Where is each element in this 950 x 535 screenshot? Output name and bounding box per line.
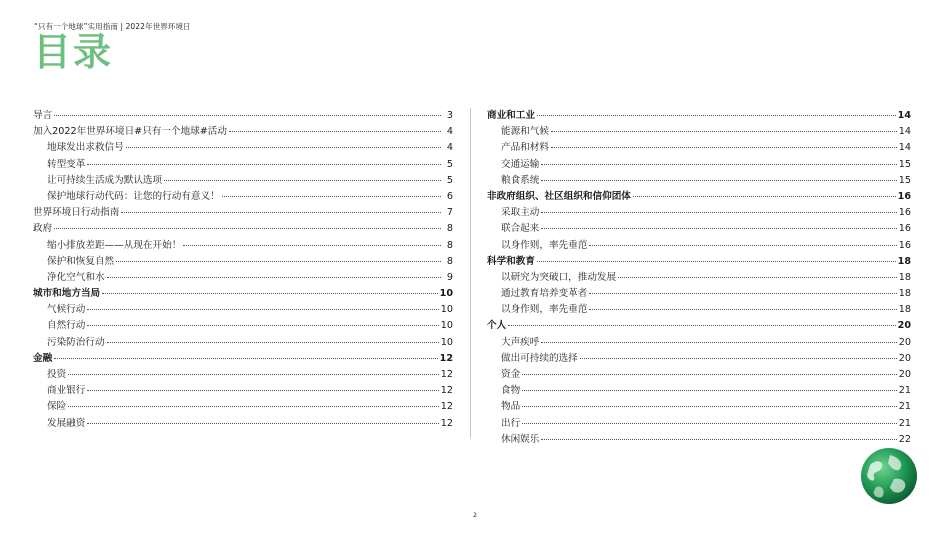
toc-entry[interactable] [487, 221, 911, 237]
toc-entry[interactable] [487, 173, 911, 189]
toc-left-column [33, 108, 453, 432]
toc-entry-page: 10 [440, 304, 453, 316]
toc-entry-title: 大声疾呼 [501, 336, 540, 348]
toc-entry-page: 14 [898, 142, 911, 154]
toc-entry-title: 食物 [501, 385, 521, 397]
column-divider [470, 108, 471, 438]
toc-dot-leader [522, 373, 897, 375]
toc-entry[interactable] [33, 367, 453, 383]
toc-entry[interactable] [33, 335, 453, 351]
toc-entry-page: 10 [440, 336, 453, 348]
earth-globe-icon [860, 447, 918, 505]
toc-entry[interactable] [487, 383, 911, 399]
toc-entry-page: 16 [898, 207, 911, 219]
toc-dot-leader [164, 179, 441, 181]
toc-dot-leader [580, 357, 897, 359]
toc-dot-leader [229, 130, 441, 132]
toc-dot-leader [633, 195, 896, 197]
toc-entry-page: 18 [898, 288, 911, 300]
toc-dot-leader [87, 389, 438, 391]
toc-entry-page: 8 [446, 223, 453, 235]
toc-entry-page: 16 [898, 223, 911, 235]
toc-entry-title: 自然行动 [47, 320, 86, 332]
toc-entry-title: 出行 [501, 417, 521, 429]
toc-entry[interactable] [33, 189, 453, 205]
toc-dot-leader [116, 260, 441, 262]
page-number: 2 [473, 512, 477, 519]
toc-entry-title: 导言 [33, 110, 53, 121]
toc-entry-page: 5 [446, 158, 453, 170]
toc-entry-page: 12 [440, 401, 453, 413]
toc-entry-title: 商业和工业 [487, 110, 535, 121]
toc-entry-title: 通过教育培养变革者 [501, 288, 588, 300]
toc-entry-title: 缩小排放差距——从现在开始！ [47, 239, 182, 251]
toc-dot-leader [87, 163, 441, 165]
toc-entry-title: 政府 [33, 223, 53, 235]
toc-entry[interactable] [33, 270, 453, 286]
toc-entry-page: 15 [898, 158, 911, 170]
toc-dot-leader [589, 292, 896, 294]
toc-dot-leader [121, 211, 441, 213]
toc-entry-title: 做出可持续的选择 [501, 352, 578, 364]
page-title: 目录 [33, 30, 114, 74]
toc-dot-leader [54, 357, 437, 359]
toc-entry-page: 6 [446, 190, 453, 202]
toc-entry[interactable] [33, 351, 453, 367]
toc-entry[interactable] [33, 173, 453, 189]
toc-entry[interactable] [33, 286, 453, 302]
toc-entry-title: 污染防治行动 [47, 336, 105, 348]
toc-dot-leader [222, 195, 441, 197]
toc-entry-title: 发展融资 [47, 417, 86, 429]
toc-dot-leader [54, 114, 441, 116]
toc-entry[interactable] [33, 238, 453, 254]
toc-entry-page: 15 [898, 174, 911, 186]
toc-entry-title: 交通运输 [501, 158, 540, 170]
toc-entry-title: 商业银行 [47, 385, 86, 397]
toc-entry-page: 22 [898, 433, 911, 445]
toc-entry[interactable] [487, 205, 911, 221]
toc-entry-page: 18 [898, 304, 911, 316]
toc-entry[interactable] [487, 108, 911, 124]
toc-entry-page: 14 [897, 110, 911, 121]
toc-dot-leader [183, 244, 441, 246]
toc-entry-title: 保护地球行动代码：让您的行动有意义！ [47, 190, 220, 202]
toc-entry[interactable] [487, 238, 911, 254]
toc-entry[interactable] [487, 254, 911, 270]
toc-dot-leader [551, 130, 897, 132]
toc-entry-page: 14 [898, 126, 911, 138]
toc-entry-page: 9 [446, 271, 453, 283]
toc-entry-page: 18 [898, 271, 911, 283]
toc-dot-leader [541, 341, 896, 343]
toc-entry[interactable] [487, 367, 911, 383]
toc-dot-leader [87, 308, 438, 310]
toc-entry-title: 金融 [33, 352, 53, 364]
toc-dot-leader [541, 179, 896, 181]
document-header: “只有一个地球”实用指南 | 2022年世界环境日 [34, 22, 191, 31]
toc-entry-page: 12 [439, 352, 453, 364]
toc-entry-page: 21 [898, 385, 911, 397]
toc-entry-page: 5 [446, 174, 453, 186]
toc-entry[interactable] [487, 124, 911, 140]
toc-entry[interactable] [487, 302, 911, 318]
toc-dot-leader [522, 389, 897, 391]
toc-entry-title: 转型变革 [47, 158, 86, 170]
toc-entry-page: 18 [897, 255, 911, 267]
toc-dot-leader [541, 163, 896, 165]
toc-entry[interactable] [487, 286, 911, 302]
toc-dot-leader [537, 114, 896, 116]
toc-entry-page: 8 [446, 239, 453, 251]
toc-entry[interactable] [33, 318, 453, 334]
toc-entry-page: 10 [440, 320, 453, 332]
toc-entry-page: 20 [898, 352, 911, 364]
toc-entry-title: 非政府组织、社区组织和信仰团体 [487, 190, 631, 202]
toc-entry-title: 保护和恢复自然 [47, 255, 115, 267]
toc-entry[interactable] [487, 270, 911, 286]
toc-entry-title: 能源和气候 [501, 126, 549, 138]
toc-entry[interactable] [33, 302, 453, 318]
toc-dot-leader [522, 422, 897, 424]
toc-entry[interactable] [33, 399, 453, 415]
toc-entry-page: 21 [898, 401, 911, 413]
toc-entry-page: 16 [898, 239, 911, 251]
toc-entry-title: 科学和教育 [487, 255, 535, 267]
toc-entry[interactable] [33, 254, 453, 270]
toc-entry-page: 4 [446, 126, 453, 138]
toc-dot-leader [541, 438, 896, 440]
toc-entry[interactable] [33, 108, 453, 124]
toc-entry-title: 个人 [487, 320, 507, 332]
toc-entry-page: 3 [446, 110, 453, 121]
toc-dot-leader [589, 308, 896, 310]
toc-entry-page: 8 [446, 255, 453, 267]
toc-dot-leader [541, 211, 896, 213]
toc-entry[interactable] [487, 416, 911, 432]
toc-entry-title: 以身作则，率先垂范 [501, 304, 588, 316]
toc-entry-title: 保险 [47, 401, 67, 413]
toc-entry[interactable] [487, 335, 911, 351]
toc-entry-page: 20 [897, 320, 911, 332]
toc-dot-leader [54, 227, 441, 229]
toc-entry[interactable] [487, 157, 911, 173]
toc-entry-title: 净化空气和水 [47, 271, 105, 283]
toc-dot-leader [541, 227, 896, 229]
toc-entry-page: 16 [897, 190, 911, 202]
toc-dot-leader [589, 244, 896, 246]
toc-entry[interactable] [487, 351, 911, 367]
toc-entry[interactable] [487, 140, 911, 156]
toc-entry-page: 20 [898, 369, 911, 380]
toc-entry-page: 12 [440, 385, 453, 397]
toc-dot-leader [107, 276, 441, 278]
toc-dot-leader [102, 292, 437, 294]
toc-dot-leader [87, 324, 438, 326]
toc-entry-page: 4 [446, 142, 453, 154]
toc-entry[interactable] [33, 221, 453, 237]
toc-dot-leader [551, 146, 897, 148]
toc-entry-title: 粮食系统 [501, 174, 540, 186]
toc-entry[interactable] [33, 416, 453, 432]
toc-entry[interactable] [33, 157, 453, 173]
toc-entry[interactable] [487, 399, 911, 415]
toc-entry-title: 休闲娱乐 [501, 433, 540, 445]
toc-dot-leader [107, 341, 439, 343]
toc-dot-leader [68, 405, 439, 407]
toc-entry-title: 联合起来 [501, 223, 540, 235]
toc-entry-page: 7 [446, 207, 453, 219]
toc-dot-leader [68, 373, 439, 375]
toc-entry-page: 21 [898, 417, 911, 429]
toc-entry-title: 资金 [501, 369, 521, 380]
toc-dot-leader [87, 422, 438, 424]
toc-entry-page: 20 [898, 336, 911, 348]
toc-dot-leader [618, 276, 897, 278]
toc-entry-page: 12 [440, 369, 453, 380]
toc-dot-leader [522, 405, 897, 407]
toc-entry-title: 世界环境日行动指南 [33, 207, 120, 219]
toc-entry[interactable] [33, 383, 453, 399]
toc-entry-page: 12 [440, 417, 453, 429]
toc-entry-title: 以身作则，率先垂范 [501, 239, 588, 251]
toc-entry-title: 让可持续生活成为默认选项 [47, 174, 163, 186]
toc-entry-title: 地球发出求救信号 [47, 142, 124, 154]
toc-entry-title: 物品 [501, 401, 521, 413]
toc-entry-page: 10 [439, 288, 453, 300]
toc-entry-title: 投资 [47, 369, 67, 380]
toc-entry[interactable] [33, 140, 453, 156]
toc-entry[interactable] [33, 205, 453, 221]
toc-entry-title: 产品和材料 [501, 142, 549, 154]
toc-dot-leader [508, 324, 895, 326]
toc-dot-leader [537, 260, 896, 262]
toc-entry-title: 城市和地方当局 [33, 288, 101, 300]
toc-entry-title: 加入2022年世界环境日#只有一个地球#活动 [33, 126, 227, 138]
toc-dot-leader [126, 146, 441, 148]
toc-entry-title: 以研究为突破口，推动发展 [501, 271, 617, 283]
toc-right-column [487, 108, 911, 448]
toc-entry[interactable] [487, 318, 911, 334]
toc-entry[interactable] [487, 189, 911, 205]
toc-entry-title: 采取主动 [501, 207, 540, 219]
toc-entry[interactable] [33, 124, 453, 140]
toc-entry-title: 气候行动 [47, 304, 86, 316]
toc-entry[interactable] [487, 432, 911, 448]
